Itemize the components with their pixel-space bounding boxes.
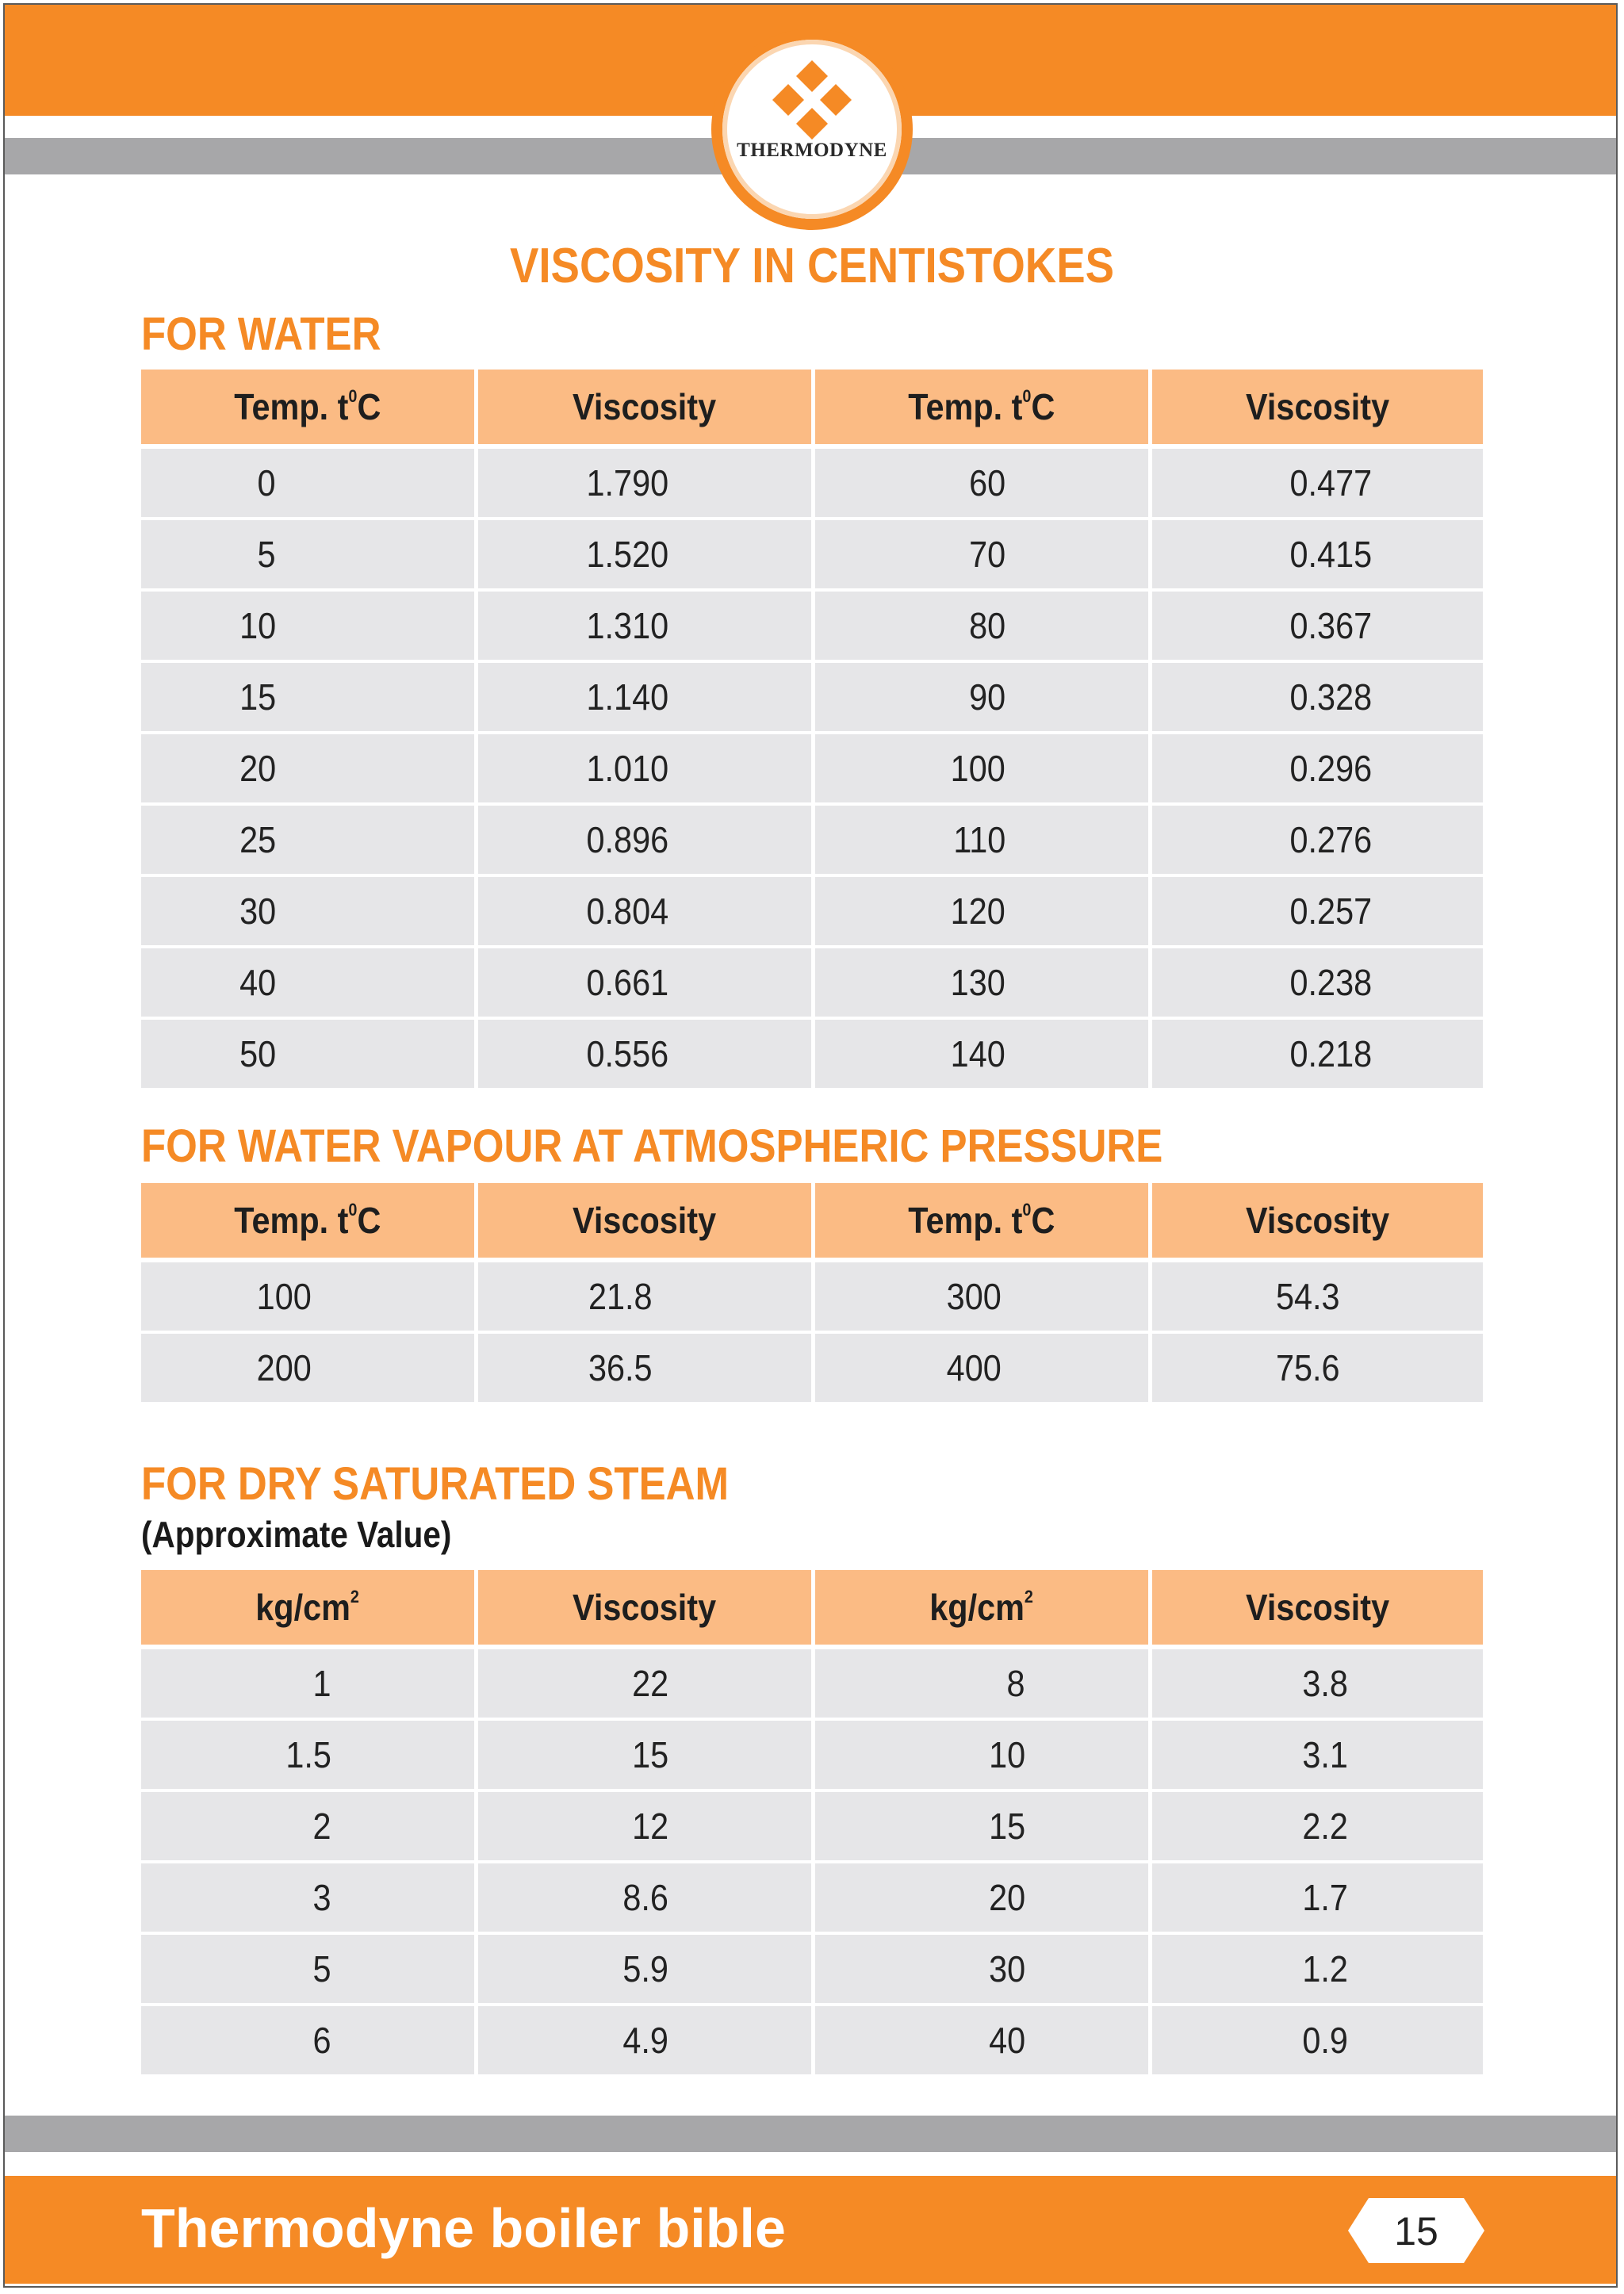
table-cell (478, 1935, 811, 2003)
cell-value: 70 (968, 534, 1005, 575)
header-cell-pressure: $kg/cm^2$ (815, 1570, 1148, 1645)
table-cell (815, 2006, 1148, 2074)
cell-value: 100 (950, 748, 1005, 789)
table-header-row (141, 370, 1483, 449)
cell-value: 80 (968, 605, 1005, 646)
cell-value: 5 (257, 534, 276, 575)
table-cell (1152, 806, 1483, 874)
table-cell (141, 592, 474, 660)
header-cell-viscosity: Viscosity (478, 1570, 811, 1645)
table-cell (1152, 1721, 1483, 1789)
table-cell (141, 734, 474, 802)
section-title-steam: FOR DRY SATURATED STEAM (141, 1458, 730, 1510)
cell-value: 6 (312, 2020, 331, 2061)
cell-value: 0.328 (1289, 676, 1372, 718)
page-title: VISCOSITY IN CENTISTOKES (510, 239, 1114, 293)
cell-value: 1 (312, 1663, 331, 1704)
table-row (141, 592, 1483, 663)
cell-value: 30 (239, 890, 276, 932)
table-row (141, 1020, 1483, 1091)
cell-value: 54.3 (1276, 1276, 1340, 1317)
cell-value: 300 (946, 1276, 1002, 1317)
cell-value: 400 (946, 1347, 1002, 1388)
cell-value: 2 (312, 1806, 331, 1847)
cell-value: 0.415 (1289, 534, 1372, 575)
cell-value: 0.661 (586, 962, 668, 1003)
table-cell (141, 1721, 474, 1789)
page-number: 15 (1394, 2209, 1438, 2254)
table-row (141, 1262, 1483, 1334)
cell-value: 0.556 (586, 1033, 668, 1074)
table-cell (1152, 734, 1483, 802)
header-cell-temp: Temp. $t^0C$ (815, 1183, 1148, 1258)
cell-value: 1.2 (1302, 1948, 1348, 1990)
table-row (141, 1649, 1483, 1721)
vapour-table-body (141, 1262, 1483, 1405)
table-cell (141, 520, 474, 588)
cell-value: 12 (631, 1806, 668, 1847)
table-header-row (141, 1570, 1483, 1649)
header-cell-viscosity: Viscosity (478, 370, 811, 444)
cell-value: 2.2 (1302, 1806, 1348, 1847)
table-cell (141, 1334, 474, 1402)
water-table (141, 370, 1483, 1091)
table-cell (1152, 948, 1483, 1017)
cell-value: 1.7 (1302, 1877, 1348, 1918)
table-cell (1152, 877, 1483, 945)
table-cell (815, 1334, 1148, 1402)
table-row (141, 449, 1483, 520)
thermodyne-logo-icon (769, 57, 855, 143)
table-cell (815, 1792, 1148, 1860)
cell-value: 120 (950, 890, 1005, 932)
header-cell-viscosity: Viscosity (1152, 1183, 1483, 1258)
cell-value: 5 (312, 1948, 331, 1990)
cell-value: 60 (968, 462, 1005, 504)
header-cell-viscosity: Viscosity (1152, 370, 1483, 444)
cell-value: 50 (239, 1033, 276, 1074)
table-cell (815, 948, 1148, 1017)
table-cell (478, 1792, 811, 1860)
section-title-water: FOR WATER (141, 308, 381, 360)
section-subtitle-steam: (Approximate Value) (141, 1514, 452, 1555)
table-row (141, 734, 1483, 806)
cell-value: 0.896 (586, 819, 668, 860)
table-cell (478, 948, 811, 1017)
cell-value: 0 (257, 462, 276, 504)
table-cell (1152, 449, 1483, 517)
table-cell (141, 1792, 474, 1860)
cell-value: 36.5 (588, 1347, 653, 1388)
table-cell (478, 806, 811, 874)
table-row (141, 2006, 1483, 2078)
table-cell (478, 1334, 811, 1402)
table-cell (1152, 1334, 1483, 1402)
table-cell (141, 663, 474, 731)
table-cell (478, 1649, 811, 1718)
cell-value: 1.010 (586, 748, 668, 789)
cell-value: 8 (1006, 1663, 1025, 1704)
cell-value: 20 (239, 748, 276, 789)
table-cell (141, 806, 474, 874)
table-cell (815, 592, 1148, 660)
table-cell (141, 1020, 474, 1088)
table-cell (815, 520, 1148, 588)
cell-value: 0.257 (1289, 890, 1372, 932)
cell-value: 0.238 (1289, 962, 1372, 1003)
cell-value: 3.8 (1302, 1663, 1348, 1704)
table-row (141, 948, 1483, 1020)
table-cell (815, 449, 1148, 517)
table-row (141, 1334, 1483, 1405)
header-cell-viscosity: Viscosity (1152, 1570, 1483, 1645)
cell-value: 10 (988, 1734, 1025, 1775)
cell-value: 0.276 (1289, 819, 1372, 860)
cell-value: 1.790 (586, 462, 668, 504)
table-cell (815, 1863, 1148, 1932)
cell-value: 40 (988, 2020, 1025, 2061)
table-cell (1152, 1935, 1483, 2003)
header-cell-temp: Temp. $t^0C$ (141, 370, 474, 444)
cell-value: 3.1 (1302, 1734, 1348, 1775)
table-cell (478, 1020, 811, 1088)
cell-value: 200 (256, 1347, 312, 1388)
header-cell-temp: Temp. $t^0C$ (141, 1183, 474, 1258)
table-cell (1152, 1792, 1483, 1860)
table-cell (815, 1020, 1148, 1088)
table-row (141, 877, 1483, 948)
table-cell (815, 1262, 1148, 1331)
table-cell (141, 877, 474, 945)
cell-value: 1.520 (586, 534, 668, 575)
table-cell (478, 734, 811, 802)
cell-value: 75.6 (1276, 1347, 1340, 1388)
table-cell (141, 1863, 474, 1932)
cell-value: 21.8 (588, 1276, 653, 1317)
table-cell (478, 663, 811, 731)
table-cell (815, 1649, 1148, 1718)
table-cell (1152, 1020, 1483, 1088)
cell-value: 1.140 (586, 676, 668, 718)
cell-value: 90 (968, 676, 1005, 718)
table-cell (1152, 663, 1483, 731)
table-cell (478, 1863, 811, 1932)
table-cell (1152, 2006, 1483, 2074)
table-row (141, 663, 1483, 734)
cell-value: 3 (312, 1877, 331, 1918)
logo-brand-text: THERMODYNE (737, 140, 887, 161)
steam-table (141, 1570, 1483, 2078)
table-header-row (141, 1183, 1483, 1262)
table-cell (1152, 592, 1483, 660)
cell-value: 0.367 (1289, 605, 1372, 646)
table-cell (815, 877, 1148, 945)
table-cell (478, 2006, 811, 2074)
cell-value: 0.477 (1289, 462, 1372, 504)
cell-value: 5.9 (622, 1948, 668, 1990)
table-cell (141, 449, 474, 517)
table-cell (1152, 1262, 1483, 1331)
cell-value: 8.6 (622, 1877, 668, 1918)
table-row (141, 520, 1483, 592)
cell-value: 10 (239, 605, 276, 646)
table-cell (478, 877, 811, 945)
footer-gray-band (5, 2116, 1616, 2152)
cell-value: 1.5 (285, 1734, 331, 1775)
cell-value: 40 (239, 962, 276, 1003)
cell-value: 110 (952, 819, 1005, 860)
table-cell (478, 449, 811, 517)
table-cell (478, 592, 811, 660)
table-row (141, 1935, 1483, 2006)
cell-value: 30 (988, 1948, 1025, 1990)
table-row (141, 806, 1483, 877)
table-row (141, 1721, 1483, 1792)
table-cell (141, 948, 474, 1017)
cell-value: 15 (631, 1734, 668, 1775)
table-cell (815, 1721, 1148, 1789)
table-cell (815, 734, 1148, 802)
cell-value: 0.218 (1289, 1033, 1372, 1074)
table-cell (141, 1262, 474, 1331)
cell-value: 4.9 (622, 2020, 668, 2061)
cell-value: 130 (950, 962, 1005, 1003)
table-cell (478, 1262, 811, 1331)
table-cell (141, 2006, 474, 2074)
cell-value: 140 (950, 1033, 1005, 1074)
cell-value: 15 (988, 1806, 1025, 1847)
table-cell (1152, 520, 1483, 588)
cell-value: 15 (239, 676, 276, 718)
cell-value: 0.9 (1302, 2020, 1348, 2061)
table-cell (815, 663, 1148, 731)
cell-value: 0.804 (586, 890, 668, 932)
cell-value: 25 (239, 819, 276, 860)
table-cell (815, 1935, 1148, 2003)
cell-value: 1.310 (586, 605, 668, 646)
section-title-vapour: FOR WATER VAPOUR AT ATMOSPHERIC PRESSURE (141, 1120, 1163, 1172)
vapour-table (141, 1183, 1483, 1405)
table-cell (815, 806, 1148, 874)
header-cell-pressure: $kg/cm^2$ (141, 1570, 474, 1645)
steam-table-body (141, 1649, 1483, 2078)
cell-value: 100 (256, 1276, 312, 1317)
footer-title: Thermodyne boiler bible (141, 2197, 786, 2259)
table-cell (141, 1649, 474, 1718)
table-cell (141, 1935, 474, 2003)
water-table-body (141, 449, 1483, 1091)
table-cell (1152, 1863, 1483, 1932)
cell-value: 0.296 (1289, 748, 1372, 789)
cell-value: 22 (631, 1663, 668, 1704)
table-row (141, 1792, 1483, 1863)
header-cell-viscosity: Viscosity (478, 1183, 811, 1258)
header-cell-temp: Temp. $t^0C$ (815, 370, 1148, 444)
cell-value: 20 (988, 1877, 1025, 1918)
table-cell (1152, 1649, 1483, 1718)
table-cell (478, 1721, 811, 1789)
table-row (141, 1863, 1483, 1935)
table-cell (478, 520, 811, 588)
